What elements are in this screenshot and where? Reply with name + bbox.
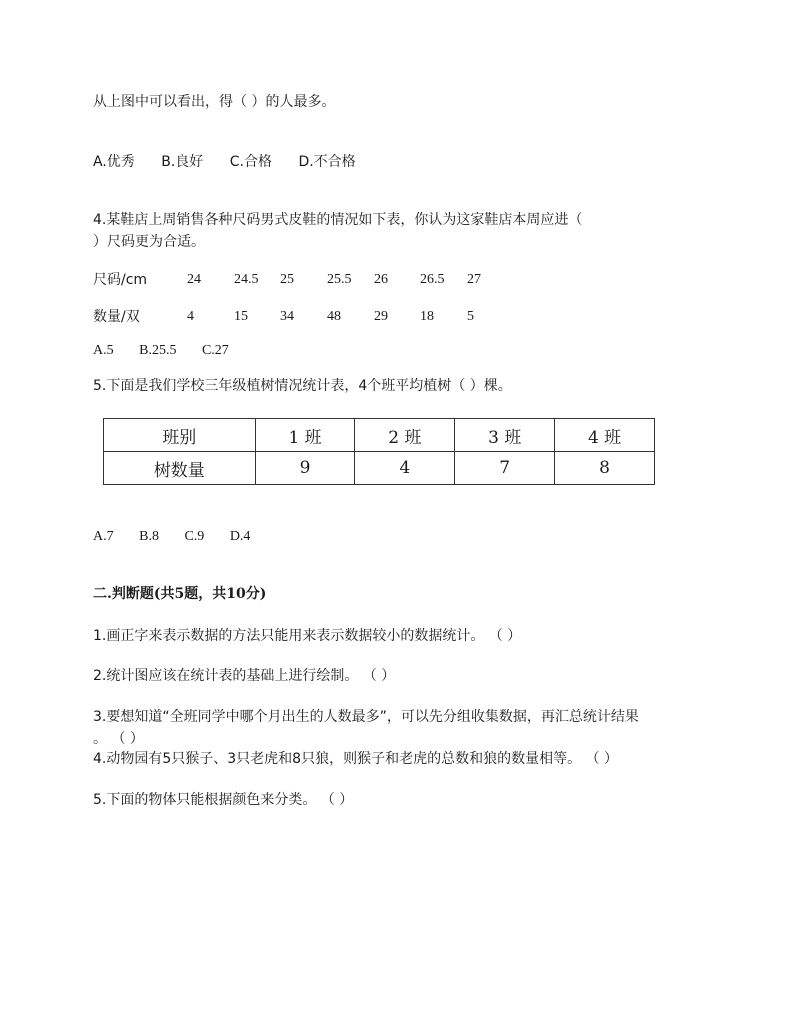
quantity-value: 4 (187, 309, 194, 324)
q4-option-a: A.5 (93, 343, 114, 358)
size-value: 24.5 (234, 272, 259, 287)
size-value: 26 (374, 272, 388, 287)
table-header-cell: 3 班 (455, 419, 555, 452)
q4-option-c: C.27 (201, 343, 229, 358)
table-cell: 9 (255, 452, 355, 485)
q5-text: 5.下面是我们学校三年级植树情况统计表，4个班平均植树（ ）棵。 (93, 378, 512, 394)
quantity-value: 18 (420, 309, 434, 324)
table-header-row (104, 419, 655, 452)
judge-item-3-cont: 。 （ ） (93, 731, 144, 747)
quantity-value: 29 (374, 309, 388, 324)
q3-option-d: D.不合格 (298, 154, 356, 170)
table-cell: 7 (455, 452, 555, 485)
quantity-value: 5 (467, 309, 474, 324)
q4-options (93, 341, 251, 361)
size-value: 26.5 (420, 272, 445, 287)
quantity-value: 34 (280, 309, 294, 324)
table-header-cell: 2 班 (355, 419, 455, 452)
judge-item-2: 2.统计图应该在统计表的基础上进行绘制。 （ ） (93, 668, 396, 684)
size-value: 24 (187, 272, 201, 287)
q3-options (93, 152, 378, 172)
q5-options (93, 527, 272, 547)
q3-option-a: A.优秀 (93, 154, 135, 170)
size-row-label: 尺码/cm (93, 272, 148, 288)
q3-text: 从上图中可以看出，得（ ）的人最多。 (93, 94, 336, 110)
quantity-value: 48 (327, 309, 341, 324)
judge-item-3: 3.要想知道“全班同学中哪个月出生的人数最多”，可以先分组收集数据，再汇总统计结果 (93, 709, 639, 725)
quantity-value: 15 (234, 309, 248, 324)
q5-option-d: D.4 (229, 529, 251, 544)
size-value: 25 (280, 272, 294, 287)
q4-option-b: B.25.5 (139, 343, 177, 358)
judge-item-5: 5.下面的物体只能根据颜色来分类。 （ ） (93, 792, 354, 808)
table-cell: 4 (355, 452, 455, 485)
q3-option-c: C.合格 (229, 154, 272, 170)
table-cell: 8 (555, 452, 655, 485)
judge-item-4: 4.动物园有5只猴子、3只老虎和8只狼，则猴子和老虎的总数和狼的数量相等。 （ ） (93, 751, 618, 767)
size-value: 25.5 (327, 272, 352, 287)
size-value: 27 (467, 272, 481, 287)
quantity-row-label: 数量/双 (93, 309, 140, 325)
q5-option-b: B.8 (139, 529, 159, 544)
q5-option-a: A.7 (93, 529, 114, 544)
q5-option-c: C.9 (184, 529, 205, 544)
table-header-cell: 4 班 (555, 419, 655, 452)
tree-count-table (103, 418, 655, 485)
table-cell: 树数量 (104, 452, 256, 485)
table-header-cell: 班别 (104, 419, 256, 452)
q4-text-line1: 4.某鞋店上周销售各种尺码男式皮鞋的情况如下表，你认为这家鞋店本周应进（ (93, 212, 583, 228)
judge-item-1: 1.画正字来表示数据的方法只能用来表示数据较小的数据统计。 （ ） (93, 628, 522, 644)
q3-option-b: B.良好 (161, 154, 204, 170)
q4-text-line2: ）尺码更为合适。 (93, 234, 205, 250)
table-header-cell: 1 班 (255, 419, 355, 452)
table-row (104, 452, 655, 485)
section-heading: 二.判断题(共5题，共10分) (93, 586, 267, 602)
